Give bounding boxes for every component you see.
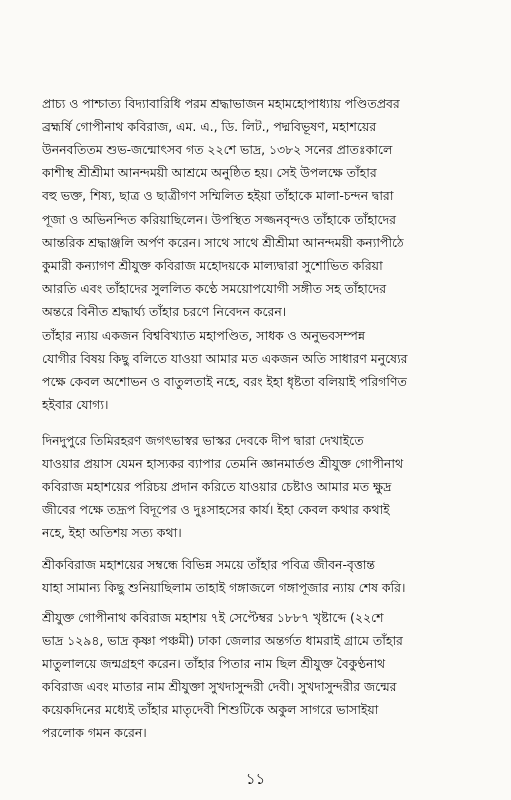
paragraph-3-line-4: জীবের পক্ষে তদ্রূপ বিদূপের ও দুঃসাহসের কার্য। ইহা কেবল কথার কথাই: [42, 502, 390, 517]
page-number: ১১: [245, 770, 266, 788]
paragraph-5-line-1: শ্রীযুক্ত গোপীনাথ কবিরাজ মহাশয় ৭ই সেপ্টেম্বর ১৮৮৭ খৃষ্টাব্দে (২২শে: [42, 610, 384, 625]
paragraph-1-line-9: আরতি এবং তাঁহাদের সুললিত কণ্ঠে সময়োপযোগী সঙ্গীত সহ তাঁহাদের: [42, 281, 387, 296]
paragraph-5-line-4: কবিরাজ এবং মাতার নাম শ্রীযুক্তা সুখদাসুন্দরী দেবী। সুখদাসুন্দরীর জন্মের: [42, 679, 397, 694]
paragraph-1-line-2: ব্রহ্মর্ষি গোপীনাথ কবিরাজ, এম. এ., ডি. লিট., পদ্মবিভূষণ, মহাশয়ের: [42, 119, 377, 134]
paragraph-1-line-3: উননবতিতম শুভ-জন্মোৎসব গত ২২শে ভাদ্র, ১৩৮২ সনের প্রাতঃকালে: [42, 142, 393, 157]
paragraph-1-line-7: আন্তরিক শ্রদ্ধাঞ্জলি অর্পণ করেন। সাথে সাথে শ্রীশ্রীমা আনন্দময়ী কন্যাপীঠে: [42, 235, 404, 250]
paragraph-3-line-1: দিনদুপুরে তিমিরহরণ জগৎভাস্বর ভাস্কর দেবকে দীপ দ্বারা দেখাইতে: [42, 433, 364, 448]
paragraph-1-line-6: পূজা ও অভিনন্দিত করিয়াছিলেন। উপস্থিত সজ্জনবৃন্দও তাঁহাকে তাঁহাদের: [42, 212, 396, 227]
paragraph-2-line-4: হইবার যোগ্য।: [42, 397, 109, 412]
paragraph-1-line-4: কাশীস্থ শ্রীশ্রীমা আনন্দময়ী আশ্রমে অনুষ্ঠিত হয়। সেই উপলক্ষে তাঁহার: [42, 165, 377, 180]
paragraph-1-line-10: অন্তরে বিনীত শ্রদ্ধার্ঘ্য তাঁহার চরণে নিবেদন করেন।: [42, 304, 287, 319]
paragraph-2-line-2: যোগীর বিষয় কিছু বলিতে যাওয়া আমার মত একজন অতি সাধারণ মনুষ্যের: [42, 351, 408, 366]
paragraph-1-line-8: কুমারী কন্যাগণ শ্রীযুক্ত কবিরাজ মহোদয়কে মাল্যদ্বারা সুশোভিত করিয়া: [42, 258, 383, 273]
paragraph-3-line-2: যাওয়ার প্রয়াস যেমন হাস্যকর ব্যাপার তেমনি জ্ঞানমার্তণ্ড শ্রীযুক্ত গোপীনাথ: [42, 456, 404, 471]
paragraph-5-line-5: কয়েকদিনের মধ্যেই তাঁহার মাতৃদেবী শিশুটিকে অকুল সাগরে ভাসাইয়া: [42, 702, 379, 717]
paragraph-3-line-5: নহে, ইহা অতিশয় সত্য কথা।: [42, 525, 182, 540]
paragraph-5-line-6: পরলোক গমন করেন।: [42, 725, 147, 740]
paragraph-1-line-1: প্রাচ্য ও পাশ্চাত্য বিদ্যাবারিধি পরম শ্রদ্ধাভাজন মহামহোপাধ্যায় পণ্ডিতপ্রবর: [42, 96, 400, 111]
paragraph-2-line-1: তাঁহার ন্যায় একজন বিশ্ববিখ্যাত মহাপণ্ডিত, সাধক ও অনুভবসম্পন্ন: [42, 328, 365, 343]
paragraph-1-line-5: বহু ভক্ত, শিষ্য, ছাত্র ও ছাত্রীগণ সম্মিলিত হইয়া তাঁহাকে মালা-চন্দন দ্বারা: [42, 188, 394, 203]
paragraph-5-line-3: মাতুলালয়ে জন্মগ্রহণ করেন। তাঁহার পিতার নাম ছিল শ্রীযুক্ত বৈকুণ্ঠনাথ: [42, 656, 386, 671]
paragraph-5-line-2: ভাদ্র ১২৯৪, ভাদ্র কৃষ্ণা পঞ্চমী) ঢাকা জেলার অন্তর্গত ধামরাই গ্রামে তাঁহার: [42, 633, 403, 648]
paragraph-4-line-1: শ্রীকবিরাজ মহাশয়ের সম্বন্ধে বিভিন্ন সময়ে তাঁহার পবিত্র জীবন-বৃত্তান্ত: [42, 557, 375, 572]
paragraph-2-line-3: পক্ষে কেবল অশোভন ও বাতুলতাই নহে, বরং ইহা ধৃষ্টতা বলিয়াই পরিগণিত: [42, 374, 407, 389]
paragraph-4-line-2: যাহা সামান্য কিছু শুনিয়াছিলাম তাহাই গঙ্গাজলে গঙ্গাপূজার ন্যায় শেষ করি।: [42, 580, 406, 595]
paragraph-3-line-3: কবিরাজ মহাশয়ের পরিচয় প্রদান করিতে যাওয়ার চেষ্টাও আমার মত ক্ষুদ্র: [42, 479, 392, 494]
